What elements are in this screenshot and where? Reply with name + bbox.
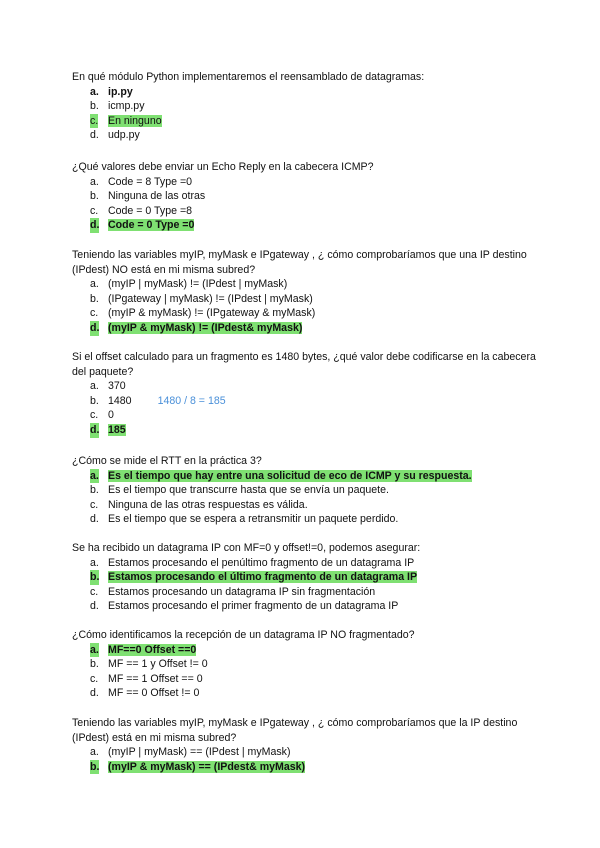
option-c: c. Ninguna de las otras respuestas es válida. xyxy=(90,498,308,511)
option-b: b. Ninguna de las otras xyxy=(90,190,206,203)
option-b: b. (IPgateway | myMask) != (IPdest | myMask) xyxy=(90,292,313,305)
option-a: a. 370 xyxy=(90,380,126,393)
question-5 xyxy=(72,454,542,527)
question-1 xyxy=(72,70,542,143)
question-3 xyxy=(72,248,542,336)
question-8 xyxy=(72,716,542,774)
option-b: b. Es el tiempo que transcurre hasta que se envía un paquete. xyxy=(90,484,389,497)
option-c: c. (myIP & myMask) != (IPgateway & myMask) xyxy=(90,307,316,320)
option-c: c. Estamos procesando un datagrama IP sin fragmentación xyxy=(90,585,376,598)
question-text: En qué módulo Python implementaremos el reensamblado de datagramas: xyxy=(72,71,425,83)
options-list xyxy=(72,469,542,527)
option-a: a. (myIP | myMask) == (IPdest | myMask) xyxy=(90,746,291,759)
option-c: c. Code = 0 Type =8 xyxy=(90,204,193,217)
question-text: Se ha recibido un datagrama IP con MF=0 y offset!=0, podemos asegurar: xyxy=(72,542,421,554)
question-text: ¿Cómo se mide el RTT en la práctica 3? xyxy=(72,455,262,467)
calculation-note: 1480 / 8 = 185 xyxy=(157,394,226,407)
question-2 xyxy=(72,160,542,233)
option-a: a. Code = 8 Type =0 xyxy=(90,175,193,188)
option-a: a. MF==0 Offset ==0 xyxy=(90,643,197,656)
option-b: b. 1480 1480 / 8 = 185 xyxy=(90,394,226,407)
option-d: d. Estamos procesando el primer fragmento de un datagrama IP xyxy=(90,600,399,613)
option-c: c. 0 xyxy=(90,409,114,422)
options-list xyxy=(72,556,542,614)
question-text: ¿Cómo identificamos la recepción de un datagrama IP NO fragmentado? xyxy=(72,629,415,641)
option-b: b. icmp.py xyxy=(90,100,145,113)
option-a: a. Estamos procesando el penúltimo fragmento de un datagrama IP xyxy=(90,556,415,569)
question-6 xyxy=(72,541,542,614)
option-a: a. Es el tiempo que hay entre una solicitud de eco de ICMP y su respuesta. xyxy=(90,469,472,482)
options-list xyxy=(72,379,542,437)
option-d: d. udp.py xyxy=(90,129,140,142)
question-text: ¿Qué valores debe enviar un Echo Reply en la cabecera ICMP? xyxy=(72,161,374,173)
options-list xyxy=(72,745,542,774)
option-d: d. 185 xyxy=(90,423,126,436)
options-list xyxy=(72,277,542,335)
option-c: c. En ninguno xyxy=(90,114,162,127)
options-list xyxy=(72,85,542,143)
option-c: c. MF == 1 Offset == 0 xyxy=(90,672,203,685)
options-list xyxy=(72,175,542,233)
option-b: b. MF == 1 y Offset != 0 xyxy=(90,658,208,671)
question-text: Teniendo las variables myIP, myMask e IPgateway , ¿ cómo comprobaríamos que una IP destino (IPdest) NO está en mi misma subred? xyxy=(72,249,527,276)
option-a: a. ip.py xyxy=(90,85,133,98)
option-d: d. Es el tiempo que se espera a retransmitir un paquete perdido. xyxy=(90,513,399,526)
option-d: d. MF == 0 Offset != 0 xyxy=(90,687,200,700)
question-7 xyxy=(72,628,542,701)
option-d: d. Code = 0 Type =0 xyxy=(90,219,195,232)
question-4 xyxy=(72,350,542,438)
question-text: Si el offset calculado para un fragmento es 1480 bytes, ¿qué valor debe codificarse en la cabecera del paquete? xyxy=(72,351,536,378)
option-b: b. Estamos procesando el último fragmento de un datagrama IP xyxy=(90,571,418,584)
options-list xyxy=(72,643,542,701)
option-a: a. (myIP | myMask) != (IPdest | myMask) xyxy=(90,278,288,291)
option-b: b. (myIP & myMask) == (IPdest& myMask) xyxy=(90,760,306,773)
question-text: Teniendo las variables myIP, myMask e IPgateway , ¿ cómo comprobaríamos que la IP destino (IPdest) está en mi misma subred? xyxy=(72,717,518,744)
option-d: d. (myIP & myMask) != (IPdest& myMask) xyxy=(90,321,303,334)
